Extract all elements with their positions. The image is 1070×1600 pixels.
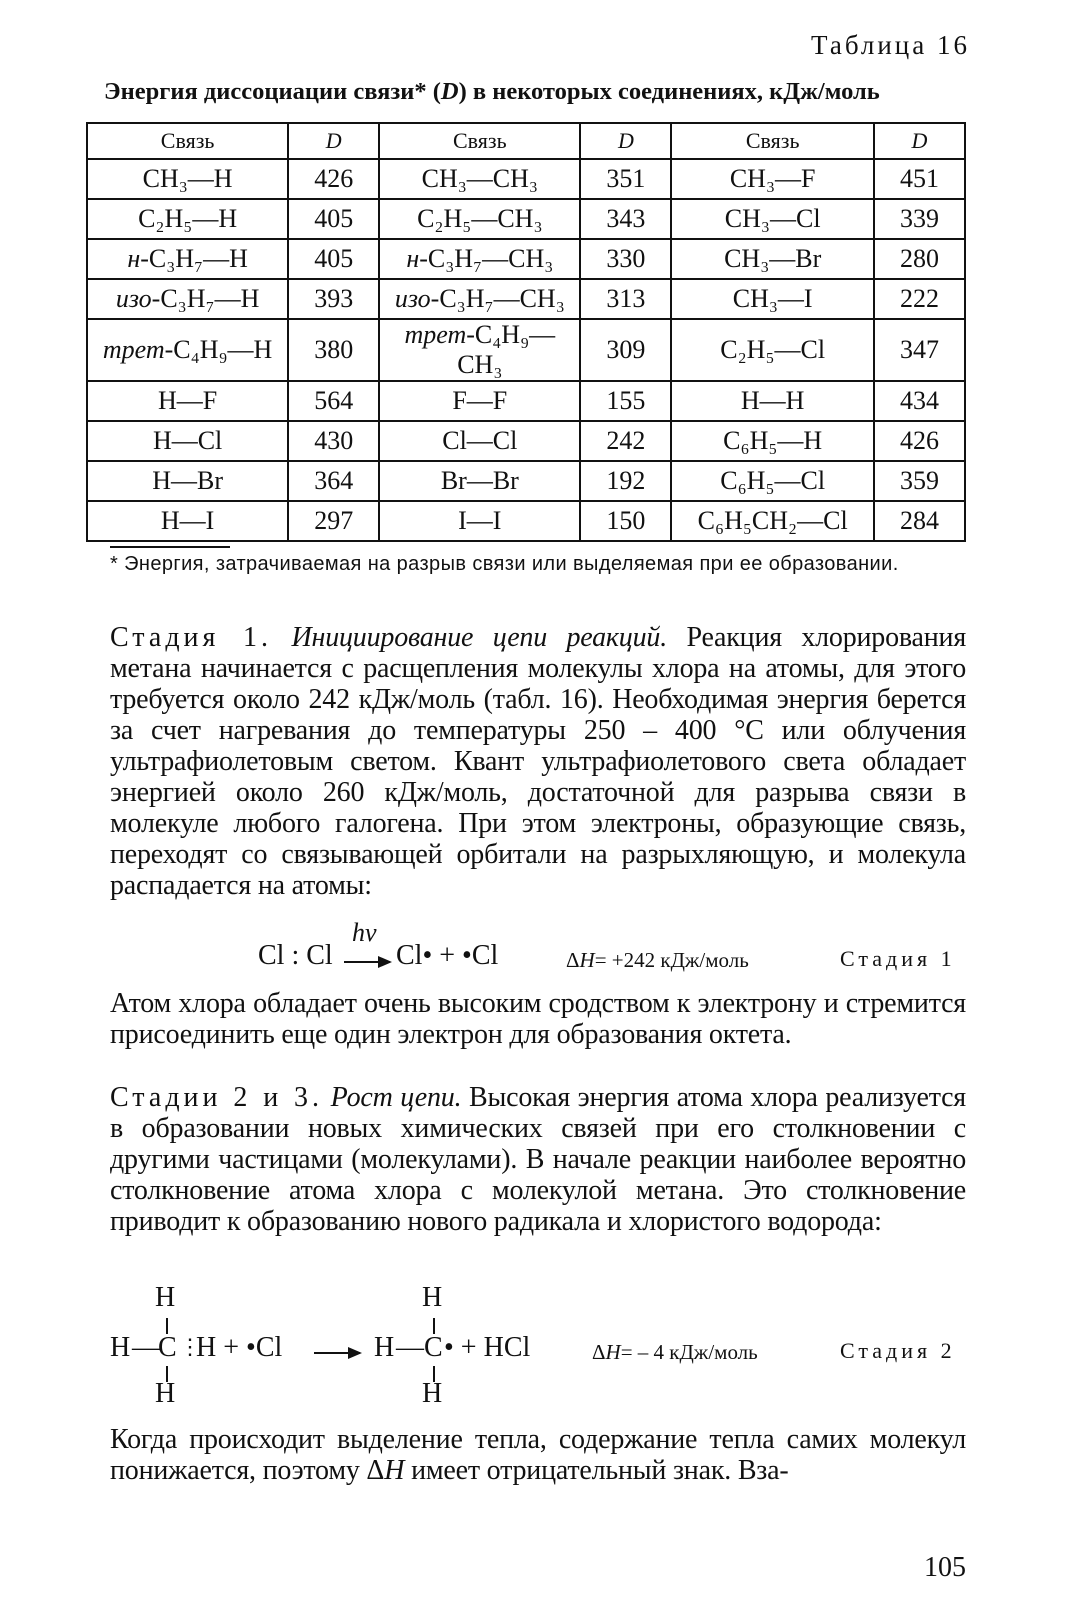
header-bond-3: Связь bbox=[671, 123, 874, 159]
bond-cell: H—F bbox=[87, 381, 288, 421]
energy-cell: 380 bbox=[288, 319, 379, 381]
bond-cell: Br—Br bbox=[379, 461, 580, 501]
table-header-row bbox=[87, 123, 965, 159]
bond-cell: CH₃—Cl bbox=[671, 199, 874, 239]
table-row bbox=[87, 239, 965, 279]
bond-cell: I—I bbox=[379, 501, 580, 541]
bond-cell: CH₃—F bbox=[671, 159, 874, 199]
eq2-arrow bbox=[314, 1352, 360, 1354]
bond-cell: C₂H₅—CH₃ bbox=[379, 199, 580, 239]
bond-cell: C₆H₅CH₂—Cl bbox=[671, 501, 874, 541]
header-bond-1: Связь bbox=[87, 123, 288, 159]
bond-cell: н-C₃H₇—H bbox=[87, 239, 288, 279]
energy-cell: 405 bbox=[288, 239, 379, 279]
bond-cell: C₆H₅—Cl bbox=[671, 461, 874, 501]
table-title: Энергия диссоциации связи* (D) в некоторых соединениях, кДж/моль bbox=[104, 78, 880, 105]
footnote-rule bbox=[110, 546, 230, 548]
table-row bbox=[87, 421, 965, 461]
eq1-right: Cl• + •Cl bbox=[396, 940, 499, 971]
energy-cell: 309 bbox=[580, 319, 671, 381]
energy-cell: 351 bbox=[580, 159, 671, 199]
eq2-left-c: C bbox=[158, 1332, 177, 1363]
table-row bbox=[87, 279, 965, 319]
energy-cell: 564 bbox=[288, 381, 379, 421]
header-d-2: D bbox=[580, 123, 671, 159]
header-d-3: D bbox=[874, 123, 965, 159]
eq2-left-h-top: H bbox=[155, 1282, 176, 1313]
eq1-left: Cl : Cl bbox=[258, 940, 333, 971]
eq2-stage-label: Стадия 2 bbox=[840, 1338, 956, 1363]
energy-cell: 359 bbox=[874, 461, 965, 501]
energy-cell: 434 bbox=[874, 381, 965, 421]
table-row bbox=[87, 159, 965, 199]
eq2-right-h-left: H bbox=[374, 1332, 395, 1363]
paragraph-stage-2-3: Стадии 2 и 3. Рост цепи. Высокая энергия атома хлора реализуется в образовании новых химических связей при его столкновении с другими частицами (молекулами). В начале реакции наиболее вероятно столкновение атома хлора с молекулой метана. Это столкновение приводит к образованию нового радикала и хлористого водорода: bbox=[110, 1082, 966, 1237]
energy-cell: 313 bbox=[580, 279, 671, 319]
bond-cell: CH₃—CH₃ bbox=[379, 159, 580, 199]
eq2-right-h-top: H bbox=[422, 1282, 443, 1313]
eq2-delta-h: ΔH= – 4 кДж/моль bbox=[592, 1340, 758, 1364]
energy-cell: 192 bbox=[580, 461, 671, 501]
energy-cell: 222 bbox=[874, 279, 965, 319]
table-row bbox=[87, 501, 965, 541]
energy-cell: 339 bbox=[874, 199, 965, 239]
table-label: Таблица 16 bbox=[811, 30, 970, 60]
footnote: * Энергия, затрачиваемая на разрыв связи или выделяемая при ее образовании. bbox=[110, 553, 899, 575]
bond-cell: трет-C₄H₉—CH₃ bbox=[379, 319, 580, 381]
table-row bbox=[87, 319, 965, 381]
bond-cell: CH₃—Br bbox=[671, 239, 874, 279]
bond-cell: C₂H₅—Cl bbox=[671, 319, 874, 381]
bond-cell: C₆H₅—H bbox=[671, 421, 874, 461]
energy-cell: 150 bbox=[580, 501, 671, 541]
table-row bbox=[87, 381, 965, 421]
bond-cell: H—Cl bbox=[87, 421, 288, 461]
eq1-delta-h: ΔH= +242 кДж/моль bbox=[566, 948, 749, 972]
eq2-left-tail: H + •Cl bbox=[196, 1332, 283, 1363]
page-number: 105 bbox=[924, 1552, 966, 1583]
energy-cell: 242 bbox=[580, 421, 671, 461]
eq2-left-h-left: H bbox=[110, 1332, 131, 1363]
energy-cell: 297 bbox=[288, 501, 379, 541]
energy-cell: 364 bbox=[288, 461, 379, 501]
energy-cell: 343 bbox=[580, 199, 671, 239]
eq2-left-dash: — bbox=[132, 1332, 160, 1363]
eq2-right-dash: — bbox=[396, 1332, 424, 1363]
eq2-left-h-bottom: H bbox=[155, 1378, 176, 1409]
bond-cell: H—Br bbox=[87, 461, 288, 501]
energy-cell: 347 bbox=[874, 319, 965, 381]
bond-cell: н-C₃H₇—CH₃ bbox=[379, 239, 580, 279]
bond-cell: H—H bbox=[671, 381, 874, 421]
energy-cell: 284 bbox=[874, 501, 965, 541]
eq2-right-c: C bbox=[424, 1332, 443, 1363]
table-row bbox=[87, 461, 965, 501]
bond-cell: CH₃—I bbox=[671, 279, 874, 319]
energy-cell: 280 bbox=[874, 239, 965, 279]
bond-cell: CH₃—H bbox=[87, 159, 288, 199]
header-bond-2: Связь bbox=[379, 123, 580, 159]
eq2-bond-break-mark: ⋮ bbox=[179, 1334, 201, 1359]
paragraph-stage-1: Стадия 1. Инициирование цепи реакций. Реакция хлорирования метана начинается с расщепления молекулы хлора на атомы, для этого требуется около 242 кДж/моль (табл. 16). Необходимая энергия берется за счет нагревания до температуры 250 – 400 °C или облучения ультрафиолетовым светом. Квант ультрафиолетового света обладает энергией около 260 кДж/моль, достаточной для разрыва связи в молекуле любого галогена. При этом электроны, образующие связь, переходят со связывающей орбитали на разрыхляющую, и молекула распадается на атомы: bbox=[110, 622, 967, 901]
bond-energy-table bbox=[86, 122, 966, 542]
bond-cell: изо-C₃H₇—H bbox=[87, 279, 288, 319]
energy-cell: 426 bbox=[288, 159, 379, 199]
energy-cell: 426 bbox=[874, 421, 965, 461]
bond-cell: F—F bbox=[379, 381, 580, 421]
energy-cell: 405 bbox=[288, 199, 379, 239]
header-d-1: D bbox=[288, 123, 379, 159]
bond-cell: Cl—Cl bbox=[379, 421, 580, 461]
energy-cell: 393 bbox=[288, 279, 379, 319]
table-row bbox=[87, 199, 965, 239]
bond-cell: H—I bbox=[87, 501, 288, 541]
eq1-hv: hν bbox=[352, 918, 377, 947]
eq1-stage-label: Стадия 1 bbox=[840, 946, 956, 971]
energy-cell: 430 bbox=[288, 421, 379, 461]
bond-cell: изо-C₃H₇—CH₃ bbox=[379, 279, 580, 319]
eq2-right-tail: • + HCl bbox=[444, 1332, 531, 1363]
eq1-arrow bbox=[344, 961, 390, 963]
energy-cell: 451 bbox=[874, 159, 965, 199]
paragraph-heat-release: Когда происходит выделение тепла, содержание тепла самих молекул понижается, поэтому ΔH имеет отрицательный знак. Вза- bbox=[110, 1424, 966, 1486]
paragraph-chlorine-atom: Атом хлора обладает очень высоким сродством к электрону и стремится присоединить еще один электрон для образования октета. bbox=[110, 988, 966, 1050]
energy-cell: 155 bbox=[580, 381, 671, 421]
bond-cell: C₂H₅—H bbox=[87, 199, 288, 239]
bond-cell: трет-C₄H₉—H bbox=[87, 319, 288, 381]
eq2-right-h-bottom: H bbox=[422, 1378, 443, 1409]
energy-cell: 330 bbox=[580, 239, 671, 279]
